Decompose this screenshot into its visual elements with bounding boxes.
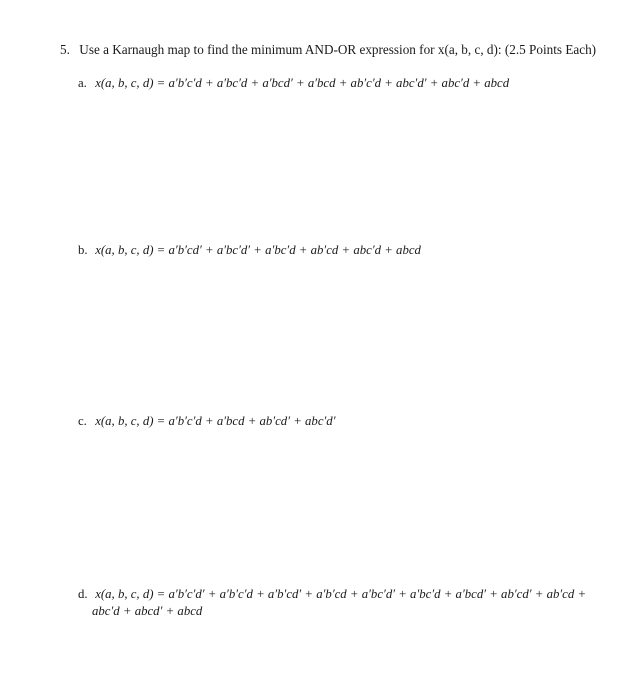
part-d bbox=[78, 586, 586, 620]
part-expression: x(a, b, c, d) = a′b′c′d + a′bcd + ab′cd′ + abc′d′ bbox=[95, 414, 336, 428]
question-number: 5. bbox=[60, 42, 70, 57]
part-expression-line2: abc′d + abcd′ + abcd bbox=[92, 604, 203, 618]
part-expression: x(a, b, c, d) = a′b′cd′ + a′bc′d′ + a′bc′d + ab′cd + abc′d + abcd bbox=[95, 243, 421, 257]
part-b bbox=[78, 242, 421, 259]
question-prompt: Use a Karnaugh map to find the minimum AND-OR expression for x(a, b, c, d): (2.5 Points Each) bbox=[79, 42, 597, 57]
part-expression: x(a, b, c, d) = a′b′c′d + a′bc′d + a′bcd′ + a′bcd + ab′c′d + abc′d′ + abc′d + abcd bbox=[95, 76, 510, 90]
part-a bbox=[78, 75, 509, 92]
part-label: d. bbox=[78, 587, 88, 601]
part-label: a. bbox=[78, 76, 87, 90]
part-expression-line1: x(a, b, c, d) = a′b′c′d′ + a′b′c′d + a′b′cd′ + a′b′cd + a′bc′d′ + a′bc′d + a′bcd′ + ab′cd′ + ab′cd + bbox=[95, 587, 587, 601]
part-c bbox=[78, 413, 336, 430]
part-label: b. bbox=[78, 243, 88, 257]
part-label: c. bbox=[78, 414, 87, 428]
question-5 bbox=[60, 42, 596, 58]
